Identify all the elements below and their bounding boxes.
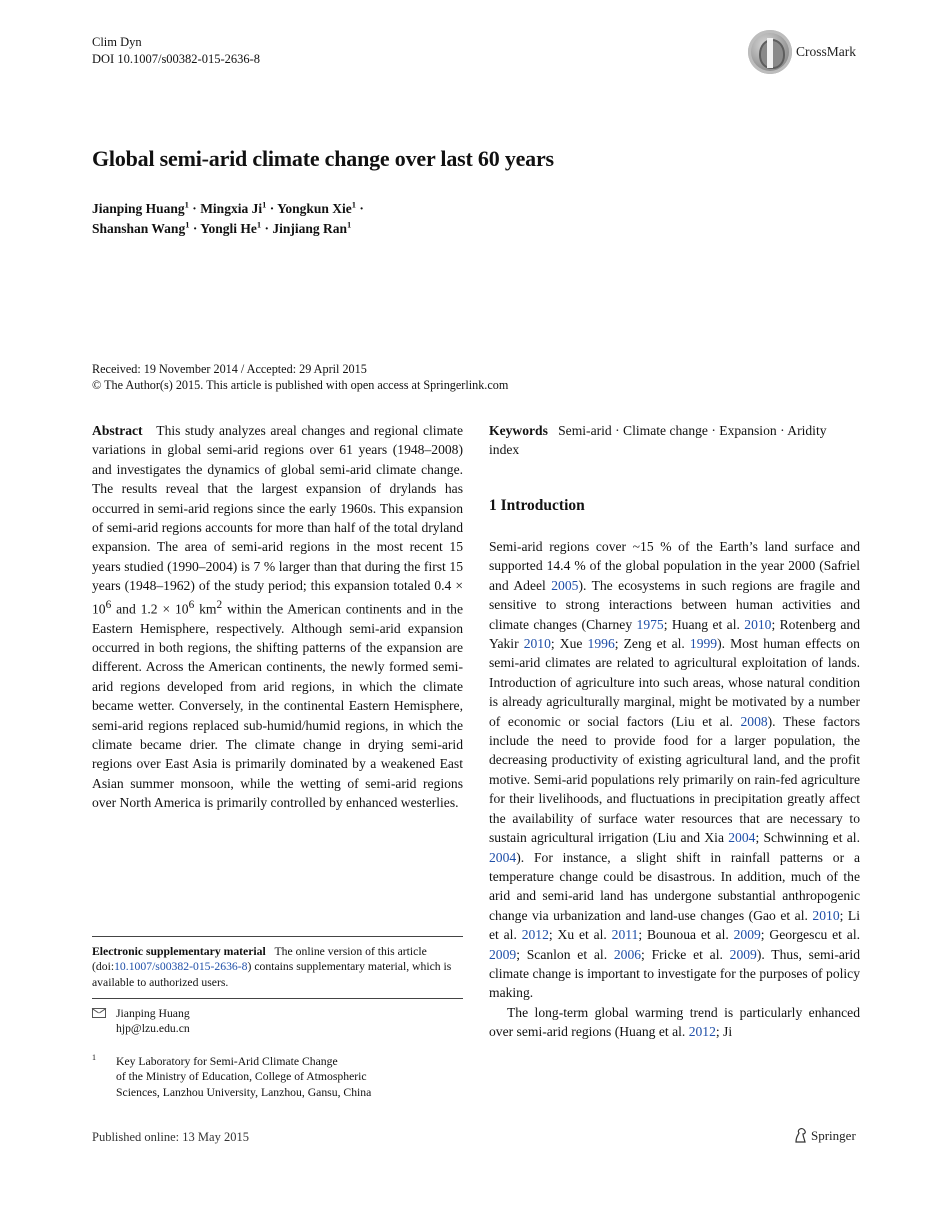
intro-text: ; Ji <box>715 1024 733 1040</box>
author-list: Jianping Huang$^1$ · Mingxia $Ji^1$ · Yongkun Xie$^1$ · Shanshan Wang$^1$ · Yongli $He^1$ · Jinjiang Ran$^1$ <box>92 199 364 236</box>
citation-year-link[interactable]: 2009 <box>489 946 517 962</box>
author-affiliation-mark: 1 <box>347 219 352 230</box>
affiliation-line: of the Ministry of Education, College of Atmospheric <box>116 1070 367 1084</box>
supplementary-text: The online version of this article (doi: <box>92 945 427 974</box>
contact-email[interactable]: hjp@lzu.edu.cn <box>116 1022 190 1036</box>
author-affiliation-mark: 1 <box>351 199 356 210</box>
author-name: Mingxia Ji <box>200 201 263 216</box>
contact-name: Jianping Huang <box>116 1007 190 1020</box>
intro-text: The long-term global warming trend is particularly enhanced over semi-arid regions (Huang et al. <box>489 1004 860 1040</box>
supplementary-doi-link[interactable]: 10.1007/s00382-015-2636-8 <box>114 960 248 974</box>
intro-text: ; Zeng et al. <box>614 636 690 652</box>
citation-year-link[interactable]: 2009 <box>733 927 761 943</box>
crossmark-badge[interactable] <box>748 30 860 76</box>
intro-text: ; Xue <box>550 636 588 652</box>
intro-text: Semi-arid regions cover ~15 % of the Earth’s land surface and supported 14.4 % of the global population in the year 2000 (Safriel and Adeel <box>489 539 860 593</box>
crossmark-icon <box>748 30 792 74</box>
abstract-label: Abstract <box>92 423 143 438</box>
intro-text: ; Huang et al. <box>663 616 745 632</box>
supplementary-label: Electronic supplementary material <box>92 945 266 958</box>
citation-year-link[interactable]: 2009 <box>729 946 757 962</box>
article-title: Global semi-arid climate change over last 60 years <box>92 146 554 171</box>
citation-year-link[interactable]: 2005 <box>551 577 579 593</box>
citation-year-link[interactable]: 2012 <box>521 927 549 943</box>
author-name: Yongli He <box>200 221 257 236</box>
introduction-body <box>489 537 860 1042</box>
journal-name: Clim Dyn <box>92 35 142 49</box>
citation-year-link[interactable]: 2011 <box>611 927 639 943</box>
intro-text: ). The ecosystems in such regions are fragile and sensitive to strong interactions between human activities and climate changes (Charney <box>489 577 860 632</box>
corresponding-author <box>92 1006 463 1037</box>
intro-text: ). These factors include the need to provide food for a larger population, the decreasing productivity of existing agricultural land, and the profit motive. Semi-arid populations rely primarily on rain-fed agriculture for their livelihoods, and fluctuations in precipitation greatly affect the availability of surface water resources that are necessary to sustain agricultural irrigation (Liu and Xia <box>489 713 860 846</box>
abstract-exponent: 6 <box>188 598 195 611</box>
citation-year-link[interactable]: 2004 <box>489 849 517 865</box>
citation-year-link[interactable]: 1996 <box>587 636 615 652</box>
published-date: Published online: 13 May 2015 <box>92 1130 249 1144</box>
intro-text: ; Schwinning et al. <box>755 830 860 846</box>
intro-text: ). For instance, a slight shift in rainfall patterns or a temperature change could be disastrous. In addition, much of the arid and semi-arid land has undergone substantial anthropogenic change via urbanization and land-use changes (Gao et al. <box>489 849 860 923</box>
author-name: Yongkun Xie <box>277 201 352 216</box>
abstract-text: km <box>194 601 217 617</box>
keywords-text: Semi-arid · Climate change · Expansion · Aridity index <box>489 423 827 458</box>
springer-horse-icon <box>793 1127 807 1143</box>
citation-year-link[interactable]: 2006 <box>613 946 642 962</box>
intro-text: ; Li et al. <box>489 907 860 943</box>
license-note: © The Author(s) 2015. This article is published with open access at Springerlink.com <box>92 378 509 392</box>
affiliation-number: 1 <box>92 1053 96 1062</box>
citation-year-link[interactable]: 2012 <box>688 1024 716 1040</box>
author-name: Jinjiang Ran <box>272 221 348 236</box>
citation-year-link[interactable]: 2010 <box>523 636 551 652</box>
footnote-divider <box>92 998 463 999</box>
section-heading: 1 Introduction <box>489 497 585 514</box>
intro-text: ; Georgescu et al. <box>760 927 860 943</box>
doi-text: DOI 10.1007/s00382-015-2636-8 <box>92 52 261 66</box>
abstract-text: This study analyzes areal changes and regional climate variations in global semi-arid regions over 61 years (1948–2008) and investigates the dynamics of global semi-arid climate change. The results reveal that the largest expansion of drylands has occurred in semi-arid regions since the early 1960s. This expansion of semi-arid regions accounts for more than half of the total dryland expansion. The area of semi-arid regions in the most recent 15 years studied (1990–2004) is 7 % larger than that during the first 15 years (1948–1962) of the study period; this expansion totaled 0.4 × 10 <box>92 423 463 617</box>
abstract-exponent: 6 <box>105 598 112 611</box>
keywords-label: Keywords <box>489 423 548 438</box>
supplementary-note <box>92 944 463 990</box>
citation-year-link[interactable]: 1975 <box>636 616 664 632</box>
intro-paragraph <box>489 537 860 1003</box>
intro-text: ; Scanlon et al. <box>516 946 614 962</box>
intro-text: ; Bounoua et al. <box>638 927 734 943</box>
affiliation-line: Key Laboratory for Semi-Arid Climate Change <box>116 1055 338 1068</box>
publisher-name: Springer <box>811 1128 856 1143</box>
intro-paragraph <box>489 1003 860 1042</box>
intro-text: ; Fricke et al. <box>641 946 730 962</box>
intro-text: ). Most human effects on semi-arid climates are related to agricultural exploitation of lands. Introduction of agriculture into such areas, whose natural condition is already agriculturally marginal, might be motivated by a number of economic or social factors (Liu et al. <box>489 636 860 729</box>
author-affiliation-mark: 1 <box>256 219 262 230</box>
abstract-exponent: 2 <box>216 598 223 611</box>
article-dates <box>92 361 508 393</box>
citation-year-link[interactable]: 2008 <box>740 713 768 729</box>
author-affiliation-mark: 1 <box>262 199 267 210</box>
citation-year-link[interactable]: 2004 <box>728 830 756 846</box>
keywords <box>489 421 860 460</box>
author-affiliation-mark: 1 <box>185 219 190 230</box>
intro-text: ; Xu et al. <box>548 927 612 943</box>
received-accepted: Received: 19 November 2014 / Accepted: 29 April 2015 <box>92 362 367 376</box>
publisher-logo <box>793 1127 856 1144</box>
author-name: Jianping Huang <box>92 201 185 216</box>
abstract-text: within the American continents and in the Eastern Hemisphere, respectively. Although semi-arid expansion occurred in both regions, the shifting patterns of the expansion are different. Across the American continents, the newly formed semi-arid regions developed from arid regions, in which the climate became wetter. Conversely, in the continental Eastern Hemisphere, semi-arid regions replaced sub-humid/humid regions, in which the climate became drier. The climate change in drying semi-arid regions over East Asia is primarily dominated by a weakened East Asian summer monsoon, while the wetting of semi-arid regions over North America is primarily controlled by enhanced westerlies. <box>92 601 463 811</box>
citation-year-link[interactable]: 2010 <box>744 616 772 632</box>
journal-header <box>92 34 260 68</box>
abstract <box>92 421 463 813</box>
abstract-text: and 1.2 × 10 <box>111 601 189 617</box>
intro-text: ; Rotenberg and Yakir <box>489 616 860 652</box>
author-affiliation-mark: 1 <box>184 199 189 210</box>
citation-year-link[interactable]: 2010 <box>812 907 840 923</box>
footnote-divider <box>92 936 463 937</box>
supplementary-text: ) contains supplementary material, which is available to authorized users. <box>92 960 452 989</box>
author-name: Shanshan Wang <box>92 221 186 236</box>
citation-year-link[interactable]: 1999 <box>689 636 718 652</box>
envelope-icon <box>92 1008 106 1018</box>
crossmark-label: CrossMark <box>796 44 856 59</box>
affiliation-line: Sciences, Lanzhou University, Lanzhou, Gansu, China <box>116 1085 372 1099</box>
affiliation <box>92 1054 463 1100</box>
intro-text: ). Thus, semi-arid climate change is important to investigate for the purposes of policy making. <box>489 946 860 1001</box>
